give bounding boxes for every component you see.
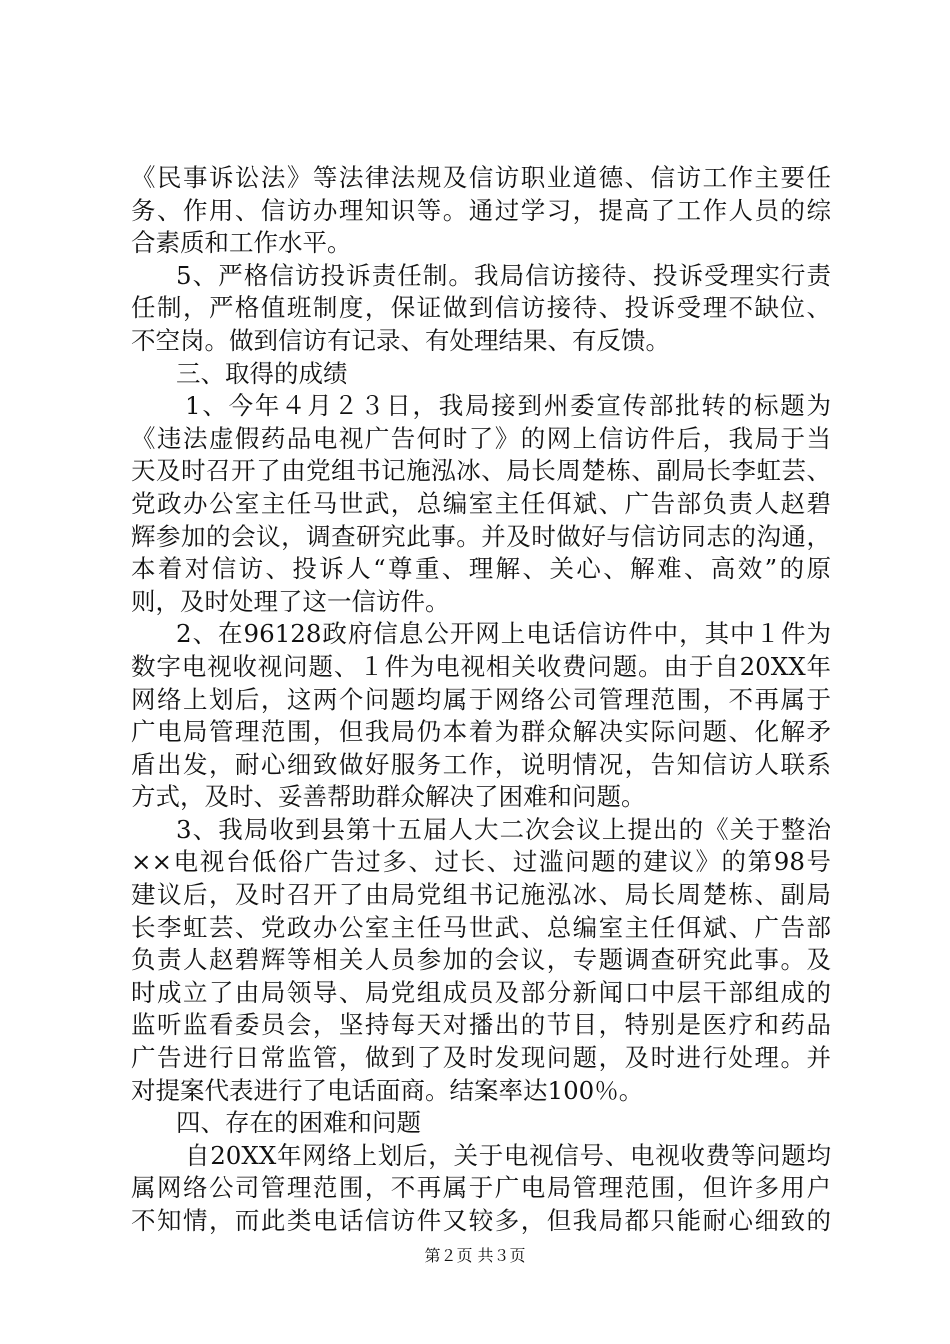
text-line: 合素质和工作水平。 — [131, 228, 352, 258]
text-line: 《民事诉讼法》等法律法规及信访职业道德、信访工作主要任 — [131, 163, 831, 192]
text-line: 5、严格信访投诉责任制。我局信访接待、投诉受理实行责 — [176, 260, 831, 290]
document-body — [131, 162, 831, 1238]
text-line: 方式，及时、妥善帮助群众解决了困难和问题。 — [131, 782, 646, 812]
text-line: 长李虹芸、党政办公室主任马世武、总编室主任佴斌、广告部 — [131, 912, 831, 942]
text-line: 对提案代表进行了电话面商。结案率达100％。 — [131, 1075, 644, 1105]
text-line: ××电视台低俗广告过多、过长、过滥问题的建议》的第98号 — [131, 847, 831, 877]
text-line: 三、取得的成绩 — [176, 358, 348, 388]
text-line: 属网络公司管理范围，不再属于广电局管理范围，但许多用户 — [131, 1173, 831, 1203]
text-line: 广电局管理范围，但我局仍本着为群众解决实际问题、化解矛 — [131, 717, 831, 747]
text-line: 网络上划后，这两个问题均属于网络公司管理范围，不再属于 — [131, 684, 831, 714]
text-line: 建议后，及时召开了由局党组书记施泓冰、局长周楚栋、副局 — [131, 880, 831, 910]
text-line: 数字电视收视问题、１件为电视相关收费问题。由于自20XX年 — [131, 651, 831, 681]
text-line: 党政办公室主任马世武，总编室主任佴斌、广告部负责人赵碧 — [131, 488, 831, 518]
text-line: 负责人赵碧辉等相关人员参加的会议，专题调查研究此事。及 — [131, 945, 831, 975]
page-number-label: 第２页 共３页 — [424, 1246, 526, 1265]
text-line: 《违法虚假药品电视广告何时了》的网上信访件后，我局于当 — [131, 423, 831, 453]
text-line: 则，及时处理了这一信访件。 — [131, 586, 450, 616]
text-line: 盾出发，耐心细致做好服务工作，说明情况，告知信访人联系 — [131, 749, 831, 779]
text-line: 2、在96128政府信息公开网上电话信访件中，其中１件为 — [176, 619, 831, 649]
text-line: 时成立了由局领导、局党组成员及部分新闻口中层干部组成的 — [131, 977, 831, 1007]
page-footer — [0, 1243, 950, 1266]
text-line: 务、作用、信访办理知识等。通过学习，提高了工作人员的综 — [131, 195, 831, 225]
text-line: 1、今年４月２３日，我局接到州委宣传部批转的标题为 — [185, 391, 831, 421]
text-line: 四、存在的困难和问题 — [176, 1108, 421, 1138]
text-line: 辉参加的会议，调查研究此事。并及时做好与信访同志的沟通， — [131, 521, 831, 551]
text-line: 不空岗。做到信访有记录、有处理结果、有反馈。 — [131, 325, 670, 355]
text-line: 广告进行日常监管，做到了及时发现问题，及时进行处理。并 — [131, 1043, 831, 1073]
text-line: 自20XX年网络上划后，关于电视信号、电视收费等问题均 — [185, 1140, 831, 1170]
text-line: 本着对信访、投诉人“尊重、理解、关心、解难、高效”的原 — [131, 554, 831, 584]
text-line: 不知情，而此类电话信访件又较多，但我局都只能耐心细致的 — [131, 1206, 831, 1235]
text-line: 任制，严格值班制度，保证做到信访接待、投诉受理不缺位、 — [131, 293, 831, 323]
text-line: 3、我局收到县第十五届人大二次会议上提出的《关于整治 — [176, 814, 831, 844]
text-line: 监听监看委员会，坚持每天对播出的节目，特别是医疗和药品 — [131, 1010, 831, 1040]
text-line: 天及时召开了由党组书记施泓冰、局长周楚栋、副局长李虹芸、 — [131, 456, 831, 486]
